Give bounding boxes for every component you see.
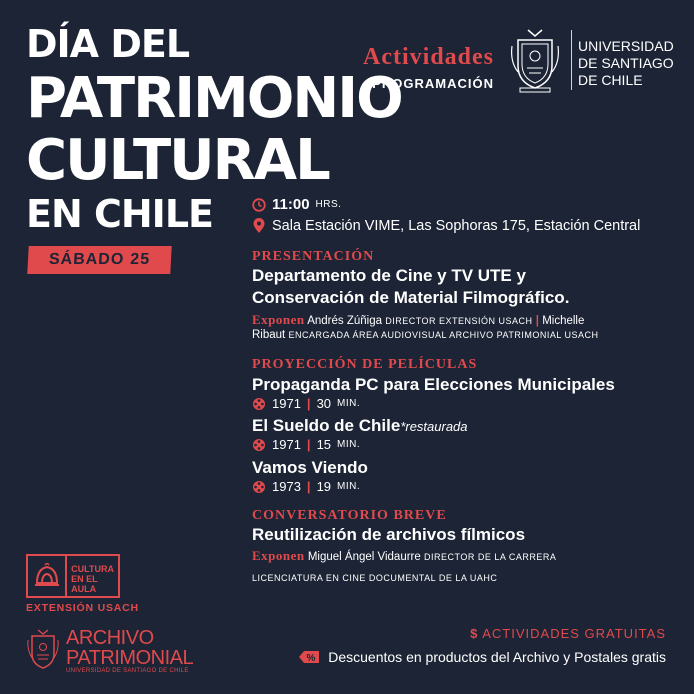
university-name-line-2: DE SANTIAGO (578, 55, 674, 71)
header-divider (571, 30, 572, 90)
dollar-icon: $ (470, 626, 479, 641)
event-time-unit: HRS. (315, 199, 342, 210)
speaker-separator: | (535, 315, 539, 327)
speaker1-role: DIRECTOR EXTENSIÓN USACH (385, 316, 533, 326)
day-number: 25 (129, 251, 151, 268)
talk-heading: CONVERSATORIO BREVE (252, 508, 447, 523)
film-3-year: 1973 (272, 479, 301, 494)
presentation-speakers-line-1 (252, 312, 584, 328)
presentation-speakers-line-2 (252, 329, 599, 341)
film-2-year: 1971 (272, 437, 301, 452)
archive-name (66, 628, 193, 668)
discount-tag-icon (298, 650, 320, 664)
archive-subtitle: UNIVERSIDAD DE SANTIAGO DE CHILE (66, 668, 189, 674)
university-crest-icon (508, 26, 562, 94)
event-time: 11:00 (272, 196, 310, 213)
presentation-title-line-2: Conservación de Material Filmográfico. (252, 288, 570, 307)
speaker1-name: Andrés Zúñiga (307, 315, 382, 327)
talk-speakers-label: Exponen (252, 548, 305, 563)
film-3-title: Vamos Viendo (252, 458, 368, 477)
program-subheading: PROGRAMACIÓN (372, 76, 494, 91)
discount-text: Descuentos en productos del Archivo y Postales gratis (328, 649, 666, 665)
talk-speaker-role-1: DIRECTOR DE LA CARRERA (424, 552, 557, 562)
time-row (252, 196, 341, 213)
discount-row (298, 649, 666, 665)
talk-speaker-role-2: LICENCIATURA EN CINE DOCUMENTAL DE LA UAHC (252, 573, 498, 583)
presentation-title-line-1: Departamento de Cine y TV UTE y (252, 266, 526, 285)
free-activities-text: ACTIVIDADES GRATUITAS (482, 626, 666, 641)
talk-speaker-name: Miguel Ángel Vidaurre (307, 551, 421, 563)
activities-heading: Actividades (363, 44, 494, 70)
film-1-meta: 1971 | 30 MIN. (252, 396, 360, 411)
place-row (252, 218, 640, 234)
film-3-unit: MIN. (337, 481, 361, 492)
event-title-line-4: EN CHILE (26, 192, 213, 236)
film-2-note: *restaurada (400, 419, 468, 434)
clock-icon (252, 198, 266, 212)
talk-speaker-line-2 (252, 572, 497, 584)
location-pin-icon (252, 218, 266, 234)
speaker2-role: ENCARGADA ÁREA AUDIOVISUAL ARCHIVO PATRIMONIAL USACH (288, 330, 599, 340)
free-activities (470, 626, 666, 641)
film-1-title: Propaganda PC para Elecciones Municipales (252, 375, 615, 394)
film-reel-icon (252, 397, 266, 411)
extension-label: EXTENSIÓN USACH (26, 602, 139, 614)
event-title-line-3: CULTURAL (26, 128, 329, 193)
event-title-line-1: DÍA DEL (26, 22, 190, 66)
film-2-unit: MIN. (337, 439, 361, 450)
archive-name-line-2: PATRIMONIAL (66, 647, 194, 669)
film-reel-icon (252, 438, 266, 452)
presentation-heading: PRESENTACIÓN (252, 249, 375, 264)
svg-text:%: % (306, 653, 316, 664)
university-name (578, 38, 674, 89)
film-1-year: 1971 (272, 396, 301, 411)
day-label: SÁBADO (48, 251, 125, 268)
speakers-label: Exponen (252, 312, 305, 327)
archive-name-line-1: ARCHIVO (66, 627, 154, 649)
film-reel-icon (252, 480, 266, 494)
event-title-line-2: PATRIMONIO (26, 66, 402, 131)
speaker2-name-first: Michelle (542, 315, 585, 327)
film-2-title: El Sueldo de Chile (252, 416, 401, 435)
culture-logo-line-2: EN EL AULA (71, 574, 98, 594)
films-heading: PROYECCIÓN DE PELÍCULAS (252, 357, 478, 372)
talk-title: Reutilización de archivos fílmicos (252, 525, 526, 544)
university-name-line-1: UNIVERSIDAD (578, 38, 674, 54)
culture-logo (26, 554, 120, 598)
film-3-duration: 19 (316, 479, 332, 494)
film-2-row (252, 416, 468, 436)
oven-icon (33, 563, 61, 589)
film-2-meta: 1971 | 15 MIN. (252, 437, 360, 452)
film-1-duration: 30 (316, 396, 332, 411)
university-crest-icon (26, 628, 60, 670)
event-place: Sala Estación VIME, Las Sophoras 175, Estación Central (272, 218, 641, 234)
talk-speaker-line-1 (252, 548, 556, 564)
speaker2-name-last: Ribaut (252, 329, 286, 341)
film-1-unit: MIN. (337, 398, 361, 409)
university-name-line-3: DE CHILE (578, 72, 643, 88)
culture-logo-line-1: CULTURA (71, 564, 114, 574)
film-3-meta: 1973 | 19 MIN. (252, 479, 360, 494)
day-badge (27, 246, 171, 274)
film-2-duration: 15 (316, 437, 332, 452)
